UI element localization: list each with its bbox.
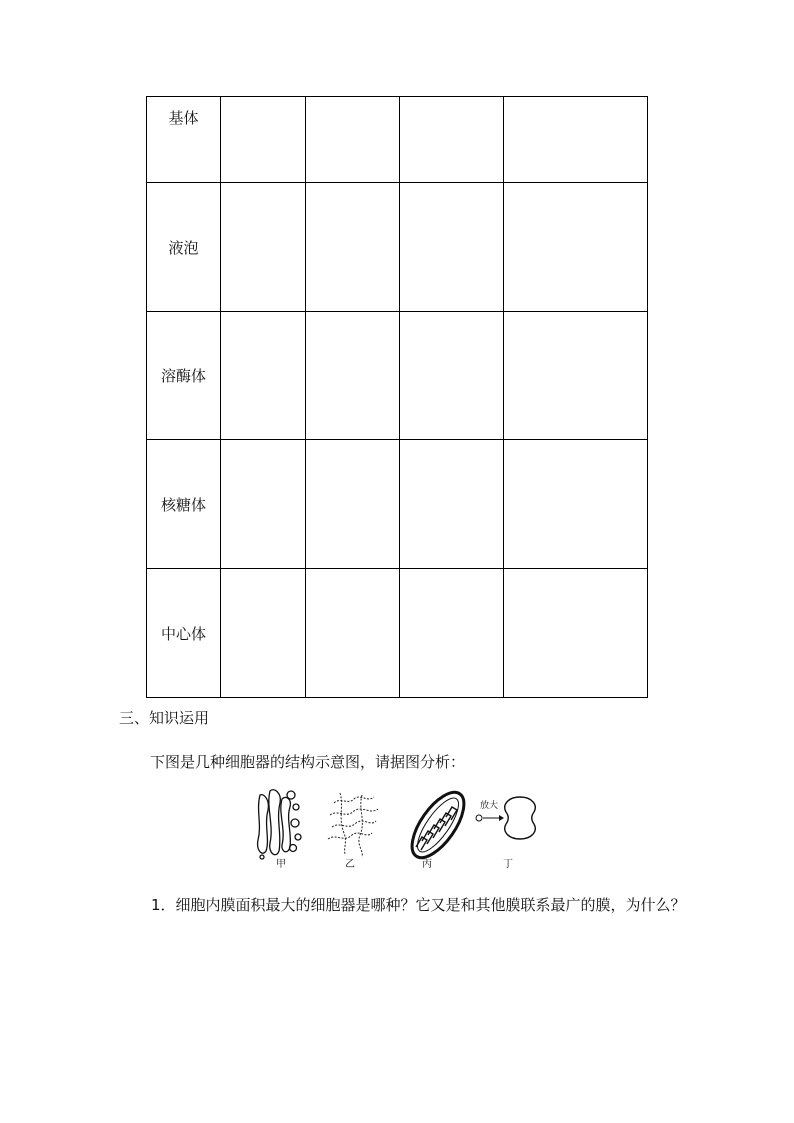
blank-cell[interactable]	[400, 569, 504, 698]
blank-cell[interactable]	[504, 440, 648, 569]
centrosome-icon	[476, 797, 535, 839]
organelle-name-cell	[147, 183, 221, 312]
endoplasmic-reticulum-icon	[328, 793, 378, 857]
blank-cell[interactable]	[306, 97, 400, 183]
question-1: 1．细胞内膜面积最大的细胞器是哪种？它又是和其他膜联系最广的膜，为什么？	[151, 896, 686, 914]
organelle-name: 核糖体	[160, 495, 206, 514]
zoom-label: 放大	[480, 801, 499, 811]
blank-cell[interactable]	[400, 312, 504, 440]
blank-cell[interactable]	[221, 440, 306, 569]
figure-label-ding: 丁	[503, 859, 513, 870]
organelle-table	[146, 96, 648, 698]
organelle-name: 基体	[168, 109, 199, 127]
mitochondrion-icon	[402, 785, 473, 866]
blank-cell[interactable]	[504, 569, 648, 698]
organelle-name: 溶酶体	[160, 367, 206, 385]
blank-cell[interactable]	[221, 183, 306, 312]
intro-text: 下图是几种细胞器的结构示意图，请据图分析：	[150, 753, 466, 771]
table-row	[147, 183, 648, 312]
figure-label-yi: 乙	[345, 859, 355, 870]
organelle-name-cell	[147, 440, 221, 569]
organelle-name-cell	[147, 97, 221, 183]
blank-cell[interactable]	[400, 97, 504, 183]
organelle-name: 液泡	[168, 238, 199, 257]
blank-cell[interactable]	[306, 183, 400, 312]
blank-cell[interactable]	[306, 569, 400, 698]
table-row	[147, 569, 648, 698]
blank-cell[interactable]	[504, 97, 648, 183]
table-row	[147, 312, 648, 440]
golgi-apparatus-icon	[258, 790, 301, 859]
blank-cell[interactable]	[221, 569, 306, 698]
blank-cell[interactable]	[504, 183, 648, 312]
table-row	[147, 97, 648, 183]
organelle-name: 中心体	[160, 624, 206, 643]
blank-cell[interactable]	[504, 312, 648, 440]
blank-cell[interactable]	[400, 440, 504, 569]
organelle-name-cell	[147, 312, 221, 440]
table-row	[147, 440, 648, 569]
figure-label-jia: 甲	[276, 859, 286, 870]
blank-cell[interactable]	[221, 312, 306, 440]
blank-cell[interactable]	[221, 97, 306, 183]
section-heading: 三、知识运用	[119, 709, 210, 727]
organelle-name-cell	[147, 569, 221, 698]
blank-cell[interactable]	[306, 312, 400, 440]
blank-cell[interactable]	[400, 183, 504, 312]
figure-label-bing: 丙	[422, 859, 432, 870]
blank-cell[interactable]	[306, 440, 400, 569]
